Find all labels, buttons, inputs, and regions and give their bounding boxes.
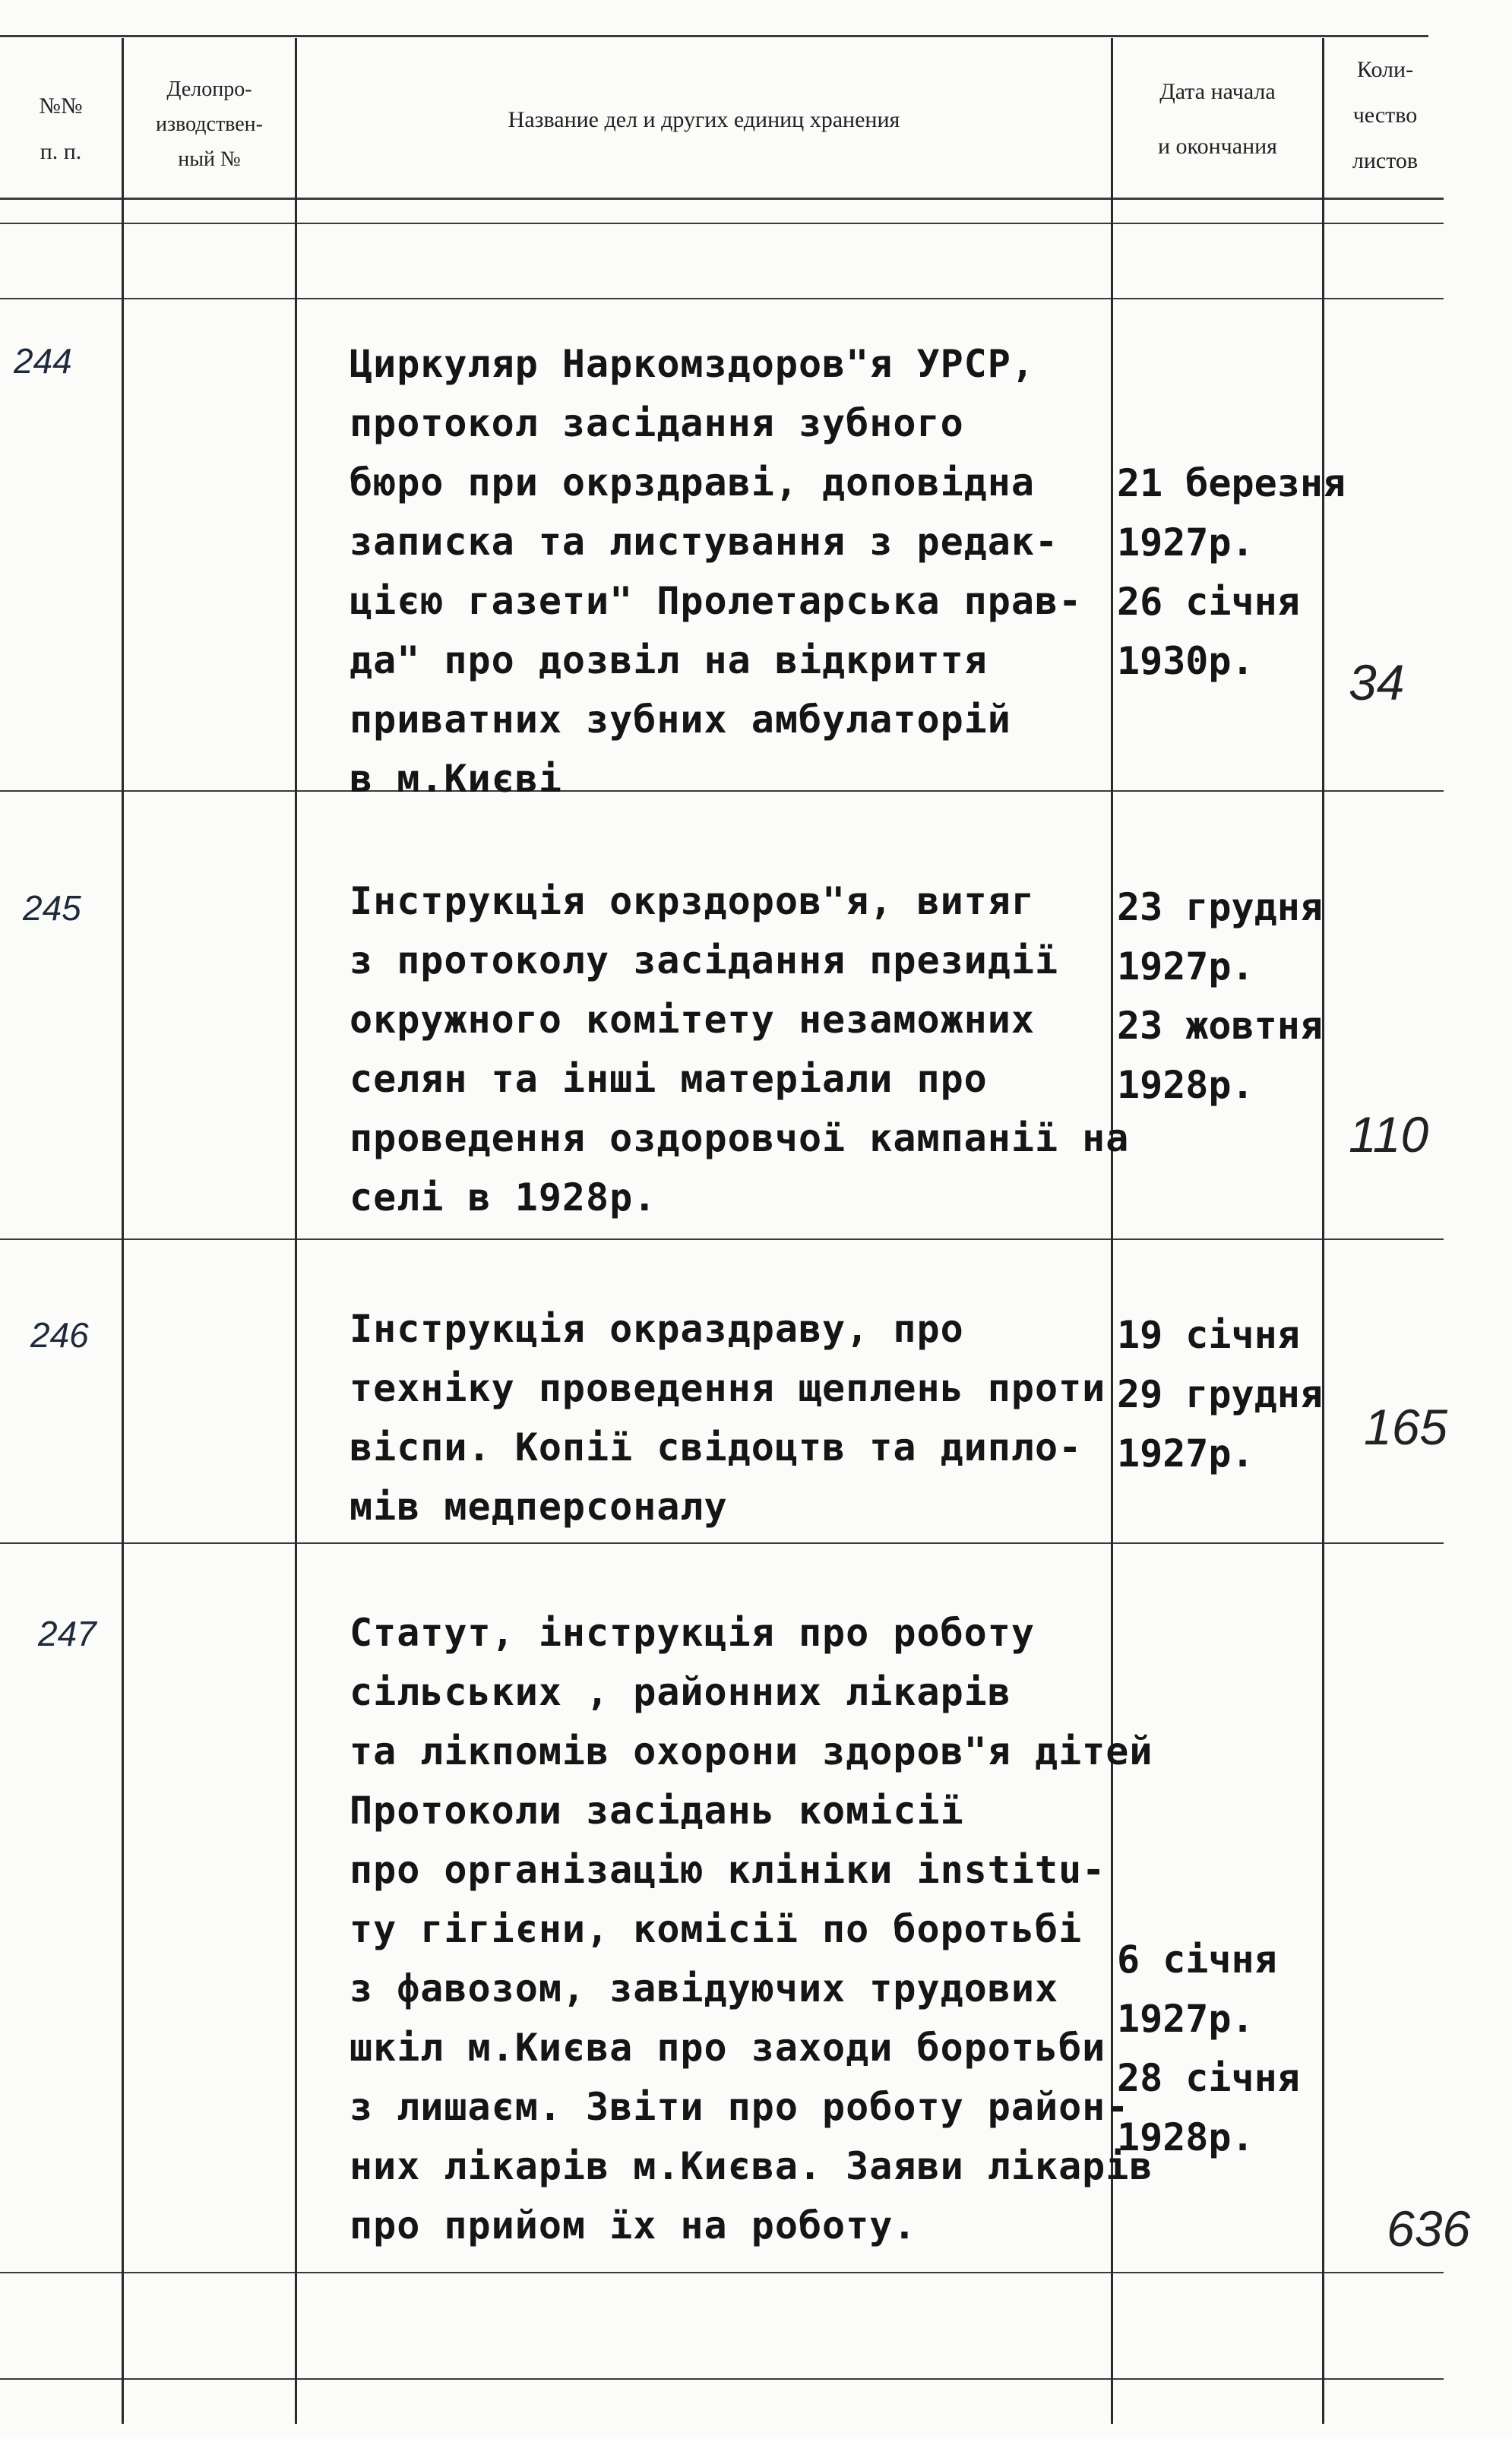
date-line: 21 березня [1117, 461, 1346, 505]
title-line: да" про дозвіл на відкриття [350, 638, 988, 682]
date-line: 1927р. [1117, 1997, 1254, 2041]
title-line: протокол засідання зубного [350, 401, 964, 445]
header-number [0, 84, 122, 175]
header-number-line: №№ [39, 93, 83, 119]
title-line: Циркуляр Наркомздоров"я УРСР, [350, 342, 1035, 386]
ruled-line [0, 298, 1444, 299]
title-line: Інструкція окраздраву, про [350, 1307, 964, 1351]
title-line: цією газети" Пролетарська прав- [350, 579, 1083, 623]
title-line: про організацію клініки institu- [350, 1848, 1106, 1892]
header-office-line: изводствен- [156, 112, 263, 136]
title-line: шкіл м.Києва про заходи боротьби [350, 2026, 1106, 2070]
date-line: 1927р. [1117, 520, 1254, 565]
date-line: 29 грудня [1117, 1372, 1323, 1416]
header-sheets-line: Коли- [1356, 57, 1414, 82]
date-line: 19 січня [1117, 1313, 1300, 1357]
title-line: Інструкція окрздоров"я, витяг [350, 879, 1035, 923]
column-divider [122, 38, 124, 2424]
header-dates-line: Дата начала [1159, 79, 1276, 104]
header-office-line: ный № [178, 147, 241, 171]
title-line: проведення оздоровчої кампанії на [350, 1116, 1130, 1160]
title-line: з лишаєм. Звіти про роботу район- [350, 2085, 1130, 2129]
entry-title [350, 1603, 1153, 2255]
header-sheets-line: чество [1352, 103, 1418, 128]
header-dates-line: и окончания [1158, 134, 1277, 159]
date-line: 28 січня [1117, 2056, 1300, 2100]
header-dates [1113, 65, 1322, 174]
title-line: та лікпомів охорони здоров"я дітей [350, 1729, 1153, 1773]
ruled-line [0, 2378, 1444, 2380]
entry-dates [1117, 1930, 1375, 2167]
date-line: 26 січня [1117, 580, 1300, 624]
date-line: 1928р. [1117, 2115, 1254, 2159]
title-line: ту гігієни, комісії по боротьбі [350, 1907, 1083, 1951]
date-line: 23 жовтня [1117, 1004, 1323, 1048]
date-line: 1928р. [1117, 1063, 1254, 1107]
header-office-number [124, 72, 295, 177]
top-rule [0, 35, 1428, 37]
title-line: сільських , районних лікарів [350, 1670, 1011, 1714]
entry-sheet-count: 636 [1387, 2200, 1471, 2257]
entry-sheet-count: 34 [1349, 654, 1405, 710]
title-line: з протоколу засідання президії [350, 938, 1059, 982]
entry-number: 247 [38, 1614, 96, 1653]
entry-sheet-count: 165 [1364, 1399, 1448, 1455]
column-divider [295, 38, 297, 2424]
entry-title [350, 872, 1140, 1227]
entry-sheet-count: 110 [1349, 1106, 1429, 1163]
title-line: окружного комітету незаможних [350, 998, 1035, 1042]
entry-number: 245 [23, 888, 81, 928]
title-line: про прийом їх на роботу. [350, 2203, 917, 2248]
date-line: 23 грудня [1117, 885, 1323, 929]
entry-number: 246 [30, 1315, 89, 1355]
header-office-line: Делопро- [166, 78, 252, 101]
entry-dates [1117, 878, 1375, 1115]
date-line: 1927р. [1117, 1431, 1254, 1476]
header-sheets [1324, 47, 1446, 184]
entry-title [350, 1299, 1140, 1536]
header-number-line: п. п. [40, 139, 82, 164]
ruled-line [0, 2272, 1444, 2273]
date-line: 1930р. [1117, 639, 1254, 683]
entry-title [350, 334, 1140, 808]
title-line: селян та інші матеріали про [350, 1057, 988, 1101]
title-line: з фавозом, завідуючих трудових [350, 1966, 1059, 2010]
title-line: Протоколи засідань комісії [350, 1789, 964, 1833]
ruled-line [0, 1542, 1444, 1544]
entry-dates [1117, 454, 1375, 691]
date-line: 6 січня [1117, 1938, 1277, 1982]
title-line: них лікарів м.Києва. Заяви лікарів [350, 2144, 1153, 2188]
title-line: в м.Києві [350, 757, 562, 801]
title-line: техніку проведення щеплень проти [350, 1366, 1106, 1410]
header-title: Название дел и других единиц хранения [508, 107, 900, 132]
title-line: Статут, інструкція про роботу [350, 1611, 1035, 1655]
header-bottom-rule [0, 198, 1444, 200]
title-line: віспи. Копії свідоцтв та дипло- [350, 1425, 1083, 1469]
entry-number: 244 [14, 341, 72, 381]
header-sheets-line: листов [1352, 148, 1419, 173]
ruled-line [0, 1238, 1444, 1240]
title-line: записка та листування з редак- [350, 520, 1059, 564]
entry-dates [1117, 1305, 1375, 1483]
title-line: бюро при окрздраві, доповідна [350, 460, 1035, 505]
title-line: приватних зубних амбулаторій [350, 698, 1011, 742]
date-line: 1927р. [1117, 944, 1254, 989]
title-line: селі в 1928р. [350, 1175, 657, 1220]
title-line: мів медперсоналу [350, 1485, 728, 1529]
ruled-line [0, 223, 1444, 224]
